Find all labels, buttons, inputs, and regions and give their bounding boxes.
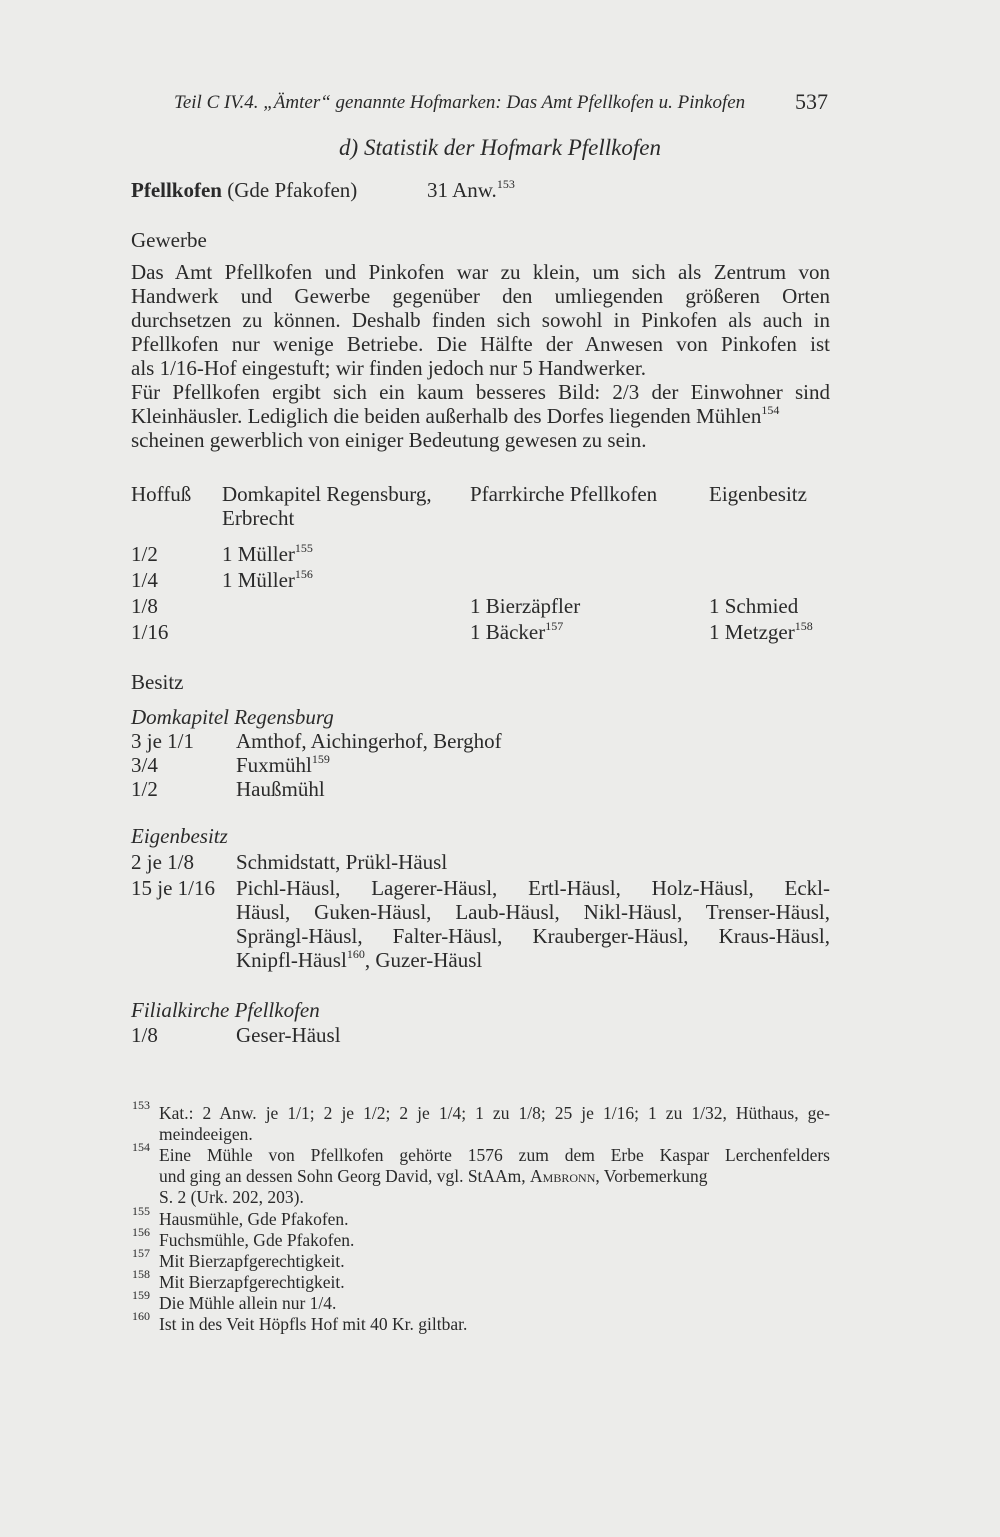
besitz-size: 3/4 xyxy=(131,753,158,777)
footnote-number: 153 xyxy=(132,1098,150,1112)
besitz-names-line-2: Häusl, Guken-Häusl, Laub-Häusl, Nikl-Häusl, Trenser-Häusl, xyxy=(236,900,830,924)
besitz-names: Schmidstatt, Prükl-Häusl xyxy=(236,850,448,874)
col-eigenbesitz: Eigenbesitz xyxy=(709,482,807,506)
place-name xyxy=(131,178,357,202)
cell-text: 1 Müller xyxy=(222,568,295,592)
gewerbe-line-6: Für Pfellkofen ergibt sich ein kaum besseres Bild: 2/3 der Einwohner sind xyxy=(131,380,830,404)
table-row-size: 1/2 xyxy=(131,542,158,566)
footnote-154-line-1: Eine Mühle von Pfellkofen gehörte 1576 zum dem Erbe Kaspar Lerchenfelders xyxy=(159,1145,830,1165)
footnote-number: 158 xyxy=(132,1267,150,1281)
table-row-size: 1/4 xyxy=(131,568,158,592)
besitz-size: 2 je 1/8 xyxy=(131,850,194,874)
table-row-pk: 1 Bierzäpfler xyxy=(470,594,581,618)
besitz-names-line-4 xyxy=(236,948,482,972)
place-name-bold: Pfellkofen xyxy=(131,178,222,202)
running-title: Teil C IV.4. „Ämter“ genannte Hofmarken: Das Amt Pfellkofen u. Pinkofen xyxy=(174,92,746,113)
footnote-ref-159: 159 xyxy=(311,752,330,766)
gewerbe-line-7-text: Kleinhäusler. Lediglich die beiden außerhalb des Dorfes liegenden Mühlen xyxy=(131,404,762,428)
besitz-size: 15 je 1/16 xyxy=(131,876,215,900)
footnote-ref-155: 155 xyxy=(294,541,313,555)
names-text-b: , Guzer-Häusl xyxy=(364,948,483,972)
footnote-156: Fuchsmühle, Gde Pfakofen. xyxy=(159,1230,355,1250)
col-domkapitel-2: Erbrecht xyxy=(222,506,295,530)
gewerbe-line-2: Handwerk und Gewerbe gegenüber den umliegenden größeren Orten xyxy=(131,284,830,308)
footnote-153-line-2: meindeeigen. xyxy=(159,1124,253,1144)
footnote-153-line-1: Kat.: 2 Anw. je 1/1; 2 je 1/2; 2 je 1/4; 1 zu 1/8; 25 je 1/16; 1 zu 1/32, Hüthaus, ge- xyxy=(159,1103,830,1123)
footnote-155: Hausmühle, Gde Pfakofen. xyxy=(159,1209,349,1229)
besitz-names: Haußmühl xyxy=(236,777,325,801)
table-row-dk xyxy=(222,542,313,566)
names-text: Knipfl-Häusl xyxy=(236,948,347,972)
footnote-number: 157 xyxy=(132,1246,150,1260)
besitz-names-line-1: Pichl-Häusl, Lagerer-Häusl, Ertl-Häusl, Holz-Häusl, Eckl- xyxy=(236,876,830,900)
page-number: 537 xyxy=(795,89,828,114)
footnote-154-line-2 xyxy=(159,1166,708,1187)
besitz-names: Amthof, Aichingerhof, Berghof xyxy=(236,729,502,753)
table-row-pk xyxy=(470,620,563,644)
besitz-names xyxy=(236,753,330,777)
anw-text: 31 Anw. xyxy=(427,178,497,202)
besitz-size: 1/2 xyxy=(131,777,158,801)
besitz-names: Geser-Häusl xyxy=(236,1023,341,1047)
footnote-number: 155 xyxy=(132,1204,150,1218)
eigenbesitz-title: Eigenbesitz xyxy=(131,824,228,848)
gewerbe-line-4: Pfellkofen nur wenige Betriebe. Die Hälfte der Anwesen von Pinkofen ist xyxy=(131,332,830,356)
footnote-157: Mit Bierzapfgerechtigkeit. xyxy=(159,1251,345,1271)
fn154-author: Ambronn xyxy=(530,1166,596,1186)
cell-text: 1 Müller xyxy=(222,542,295,566)
footnote-159: Die Mühle allein nur 1/4. xyxy=(159,1293,337,1313)
table-row-size: 1/8 xyxy=(131,594,158,618)
table-row-dk xyxy=(222,568,313,592)
table-row-eb xyxy=(709,620,813,644)
footnote-number: 159 xyxy=(132,1288,150,1302)
footnote-ref-156: 156 xyxy=(294,567,313,581)
gewerbe-line-7 xyxy=(131,404,779,428)
besitz-size: 1/8 xyxy=(131,1023,158,1047)
gewerbe-line-3: durchsetzen zu können. Deshalb finden sich sowohl in Pinkofen als auch in xyxy=(131,308,830,332)
footnote-number: 160 xyxy=(132,1309,150,1323)
gewerbe-line-1: Das Amt Pfellkofen und Pinkofen war zu klein, um sich als Zentrum von xyxy=(131,260,830,284)
footnote-ref-160: 160 xyxy=(346,947,365,961)
table-row-size: 1/16 xyxy=(131,620,169,644)
gewerbe-line-5: als 1/16-Hof eingestuft; wir finden jedoch nur 5 Handwerker. xyxy=(131,356,646,380)
footnote-ref-158: 158 xyxy=(794,619,813,633)
col-pfarrkirche: Pfarrkirche Pfellkofen xyxy=(470,482,658,506)
running-header xyxy=(174,89,828,122)
footnote-ref-157: 157 xyxy=(545,619,564,633)
cell-text: 1 Metzger xyxy=(709,620,795,644)
besitz-size: 3 je 1/1 xyxy=(131,729,194,753)
footnote-154-line-3: S. 2 (Urk. 202, 203). xyxy=(159,1187,304,1207)
footnote-number: 154 xyxy=(132,1140,150,1154)
col-hoffuss: Hoffuß xyxy=(131,482,192,506)
anw-count xyxy=(427,178,515,202)
cell-text: 1 Bäcker xyxy=(470,620,546,644)
col-domkapitel: Domkapitel Regensburg, xyxy=(222,482,432,506)
footnote-number: 156 xyxy=(132,1225,150,1239)
gde-label: (Gde Pfakofen) xyxy=(227,178,358,202)
footnote-ref-153: 153 xyxy=(496,177,515,191)
domkapitel-title: Domkapitel Regensburg xyxy=(131,705,334,729)
besitz-names-line-3: Sprängl-Häusl, Falter-Häusl, Krauberger-Häusl, Kraus-Häusl, xyxy=(236,924,830,948)
footnote-160: Ist in des Veit Höpfls Hof mit 40 Kr. giltbar. xyxy=(159,1314,468,1334)
fn154-b: , Vorbemerkung xyxy=(595,1166,708,1186)
filialkirche-title: Filialkirche Pfellkofen xyxy=(131,998,320,1022)
footnote-158: Mit Bierzapfgerechtigkeit. xyxy=(159,1272,345,1292)
besitz-heading: Besitz xyxy=(131,670,184,694)
gewerbe-line-8: scheinen gewerblich von einiger Bedeutung gewesen zu sein. xyxy=(131,428,647,452)
footnote-ref-154: 154 xyxy=(761,403,780,417)
names-text: Fuxmühl xyxy=(236,753,312,777)
fn154-a: und ging an dessen Sohn Georg David, vgl. StAAm, xyxy=(159,1166,526,1186)
section-title: d) Statistik der Hofmark Pfellkofen xyxy=(339,135,661,160)
table-row-eb: 1 Schmied xyxy=(709,594,799,618)
gewerbe-heading: Gewerbe xyxy=(131,228,207,252)
